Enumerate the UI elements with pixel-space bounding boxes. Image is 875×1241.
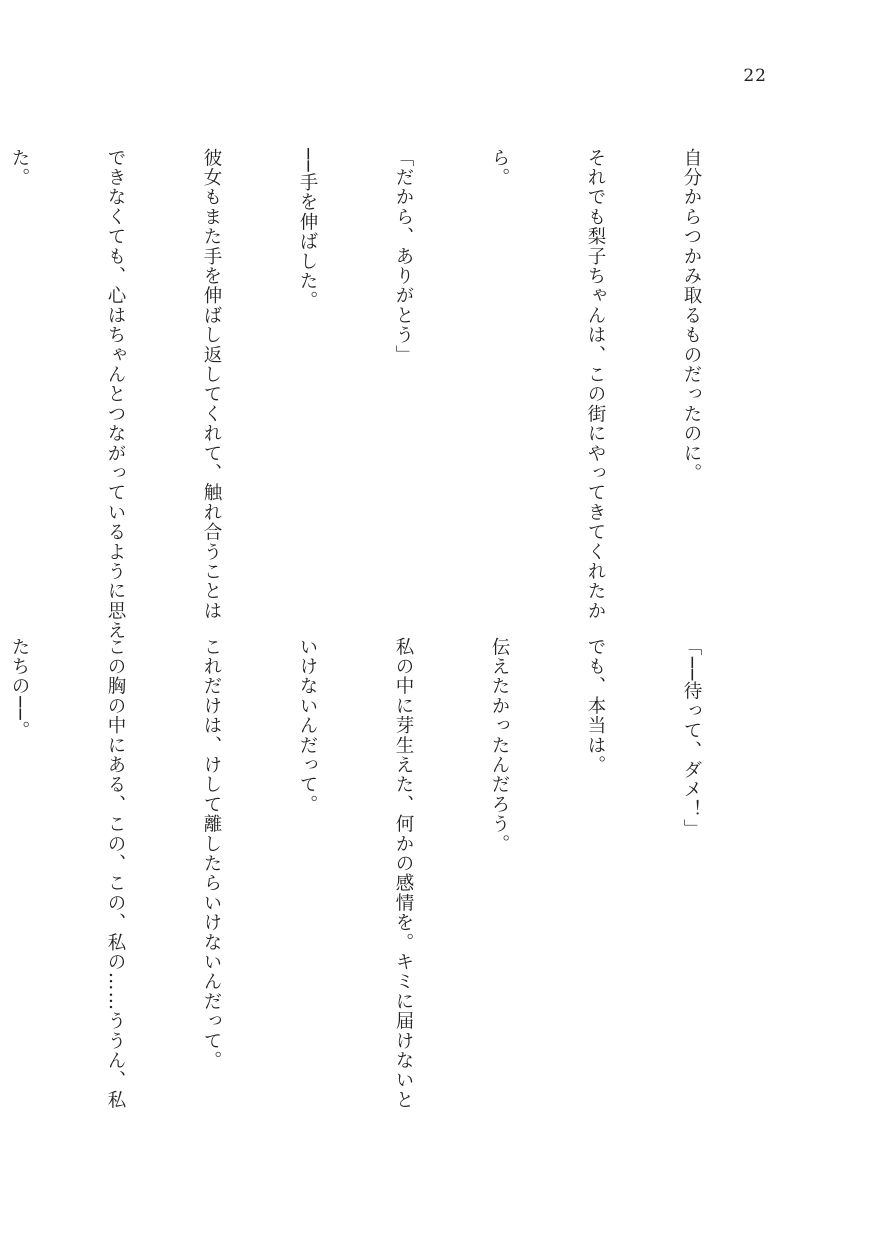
text-line: たちの──。 [9, 637, 30, 741]
text-line: それでも梨子ちゃんは、この街にやってきてくれたか [585, 148, 606, 621]
text-line: 自分からつかみ取るものだったのに。 [681, 148, 702, 483]
text-line: 私の中に芽生えた、何かの感情を。キミに届けないと [393, 637, 414, 1110]
text-line: 伝えたかったんだろう。 [489, 637, 510, 854]
text-block-top [0, 148, 771, 641]
text-block-bottom [0, 637, 771, 1110]
text-line: 「だから、ありがとう」 [393, 148, 414, 365]
text-line: た。 [9, 148, 30, 188]
text-line: でも、本当は。 [585, 637, 606, 775]
text-line: いけないんだって。 [297, 637, 318, 815]
text-line: ──手を伸ばした。 [297, 148, 318, 311]
text-line: 「──待って、ダメ！」 [681, 637, 702, 839]
text-line: これだけは、けして離したらいけないんだって。 [201, 637, 222, 1071]
text-line: この胸の中にある、この、この、私の……ううん、私 [105, 637, 126, 1110]
text-line: 彼女もまた手を伸ばし返してくれて、触れ合うことは [201, 148, 222, 621]
text-line: できなくても、心はちゃんとつながっているように思え [105, 148, 126, 641]
text-line: ら。 [489, 148, 510, 188]
page-number: 22 [743, 66, 767, 86]
